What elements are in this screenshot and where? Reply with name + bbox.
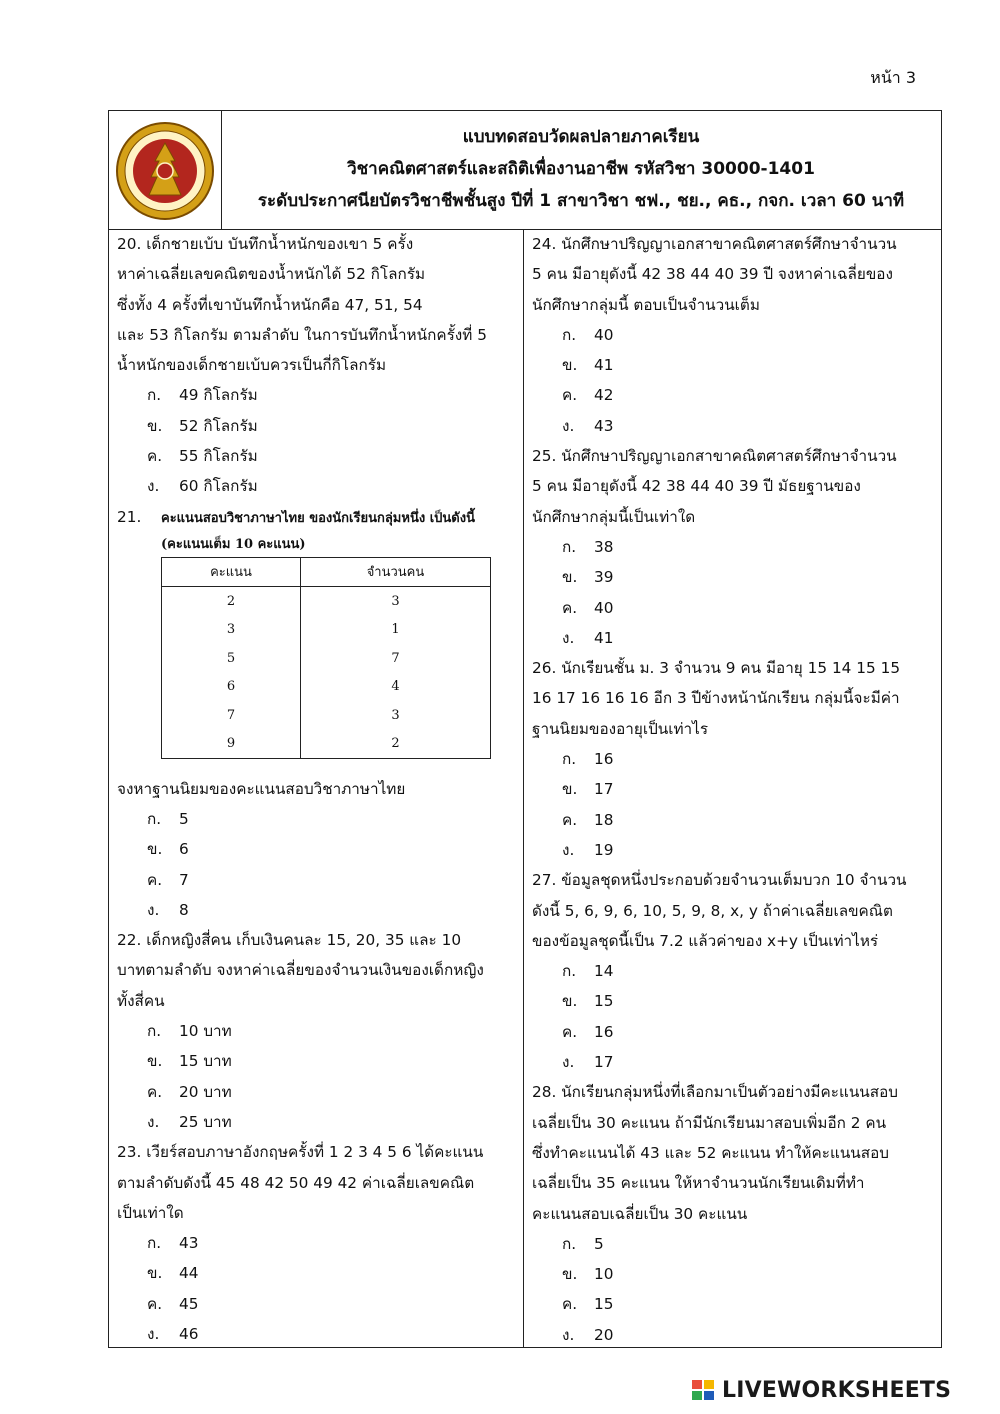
answer-option[interactable] xyxy=(524,1229,941,1259)
answer-option[interactable] xyxy=(524,623,941,653)
table-title-line: (คะแนนเต็ม 10 คะแนน) xyxy=(161,536,306,552)
answer-option[interactable] xyxy=(524,956,941,986)
question-25 xyxy=(524,441,941,653)
option-text: 45 xyxy=(179,1294,199,1313)
answer-option[interactable] xyxy=(524,380,941,410)
answer-option[interactable] xyxy=(109,411,523,441)
option-label: ง. xyxy=(147,477,160,496)
right-column xyxy=(524,229,941,1347)
answer-option[interactable] xyxy=(109,834,523,864)
score-table xyxy=(161,557,491,760)
question-line: ฐานนิยมของอายุเป็นเท่าไร xyxy=(532,719,709,738)
answer-option[interactable] xyxy=(524,1047,941,1077)
option-label: ข. xyxy=(562,356,578,375)
question-line: 5 คน มีอายุดังนี้ 42 38 44 40 39 ปี มัธยฐานของ xyxy=(532,477,861,496)
table-cell: 9 xyxy=(162,730,301,759)
option-text: 39 xyxy=(594,568,614,587)
answer-option[interactable] xyxy=(524,320,941,350)
answer-option[interactable] xyxy=(109,865,523,895)
option-label: ค. xyxy=(147,1294,163,1313)
option-text: 46 xyxy=(179,1325,199,1344)
option-text: 41 xyxy=(594,628,614,647)
left-column xyxy=(109,229,524,1347)
answer-option[interactable] xyxy=(524,1017,941,1047)
option-text: 19 xyxy=(594,840,614,859)
table-cell: 4 xyxy=(300,673,490,702)
answer-option[interactable] xyxy=(109,1107,523,1137)
question-line: คะแนนสอบเฉลี่ยเป็น 30 คะแนน xyxy=(532,1204,748,1223)
question-line: บาทตามลำดับ จงหาค่าเฉลี่ยของจำนวนเงินของเด็กหญิง xyxy=(117,961,484,980)
question-20 xyxy=(109,229,523,502)
answer-option[interactable] xyxy=(109,1228,523,1258)
question-24 xyxy=(524,229,941,441)
option-label: ง. xyxy=(147,1325,160,1344)
option-text: 40 xyxy=(594,598,614,617)
option-label: ง. xyxy=(562,1053,575,1072)
option-text: 43 xyxy=(179,1234,199,1253)
question-number: 21. xyxy=(117,507,142,526)
option-text: 10 xyxy=(594,1265,614,1284)
option-label: ง. xyxy=(562,840,575,859)
liveworksheets-wordmark: LIVEWORKSHEETS xyxy=(722,1378,952,1403)
option-text: 55 กิโลกรัม xyxy=(179,447,258,466)
table-title xyxy=(161,506,475,558)
answer-option[interactable] xyxy=(524,562,941,592)
score-table-block xyxy=(109,502,523,774)
answer-option[interactable] xyxy=(109,895,523,925)
question-26 xyxy=(524,653,941,865)
question-line: ดังนี้ 5, 6, 9, 6, 10, 5, 9, 8, x, y ถ้าค่าเฉลี่ยเลขคณิต xyxy=(532,901,893,920)
option-label: ก. xyxy=(147,1234,162,1253)
option-text: 49 กิโลกรัม xyxy=(179,386,258,405)
option-text: 17 xyxy=(594,780,614,799)
table-cell: 5 xyxy=(162,644,301,673)
answer-option[interactable] xyxy=(109,1289,523,1319)
option-label: ค. xyxy=(147,1082,163,1101)
option-text: 25 บาท xyxy=(179,1112,232,1131)
liveworksheets-icon xyxy=(692,1380,716,1400)
table-header-row xyxy=(162,557,491,587)
option-label: ข. xyxy=(147,840,163,859)
option-label: ค. xyxy=(562,1295,578,1314)
answer-option[interactable] xyxy=(109,1046,523,1076)
option-label: ก. xyxy=(562,537,577,556)
option-text: 52 กิโลกรัม xyxy=(179,416,258,435)
option-text: 16 xyxy=(594,1022,614,1041)
question-line: 22. เด็กหญิงสี่คน เก็บเงินคนละ 15, 20, 35 และ 10 xyxy=(117,931,462,950)
option-text: 41 xyxy=(594,356,614,375)
option-label: ก. xyxy=(562,750,577,769)
question-line: เฉลี่ยเป็น 35 คะแนน ให้หาจำนวนนักเรียนเดิมที่ทำ xyxy=(532,1174,865,1193)
question-line: และ 53 กิโลกรัม ตามลำดับ ในการบันทึกน้ำหนักครั้งที่ 5 xyxy=(117,325,487,344)
answer-option[interactable] xyxy=(524,986,941,1016)
question-line: จงหาฐานนิยมของคะแนนสอบวิชาภาษาไทย xyxy=(117,779,406,798)
header-level: ระดับประกาศนียบัตรวิชาชีพชั้นสูง ปีที่ 1 สาขาวิชา ชฟ., ชย., คธ., กจก. เวลา 60 นาที xyxy=(257,191,905,211)
exam-sheet xyxy=(108,110,942,1348)
question-line: หาค่าเฉลี่ยเลขคณิตของน้ำหนักได้ 52 กิโลกรัม xyxy=(117,265,426,284)
question-line: นักศึกษากลุ่มนี้เป็นเท่าใด xyxy=(532,507,696,526)
table-row xyxy=(162,616,491,645)
option-label: ข. xyxy=(562,568,578,587)
answer-option[interactable] xyxy=(524,1289,941,1319)
option-text: 15 xyxy=(594,992,614,1011)
header-text xyxy=(221,121,941,217)
option-text: 16 xyxy=(594,750,614,769)
answer-option[interactable] xyxy=(109,1077,523,1107)
table-cell: 3 xyxy=(162,616,301,645)
option-text: 6 xyxy=(179,840,189,859)
question-line: ซึ่งทำคะแนนได้ 43 และ 52 คะแนน ทำให้คะแนนสอบ xyxy=(532,1143,889,1162)
option-label: ก. xyxy=(562,962,577,981)
table-cell: 3 xyxy=(300,587,490,616)
option-label: ง. xyxy=(562,416,575,435)
question-line: 20. เด็กชายเบ้บ บันทึกน้ำหนักของเขา 5 ครั้ง xyxy=(117,235,414,253)
option-text: 42 xyxy=(594,386,614,405)
question-line: เป็นเท่าใด xyxy=(117,1203,184,1222)
question-23 xyxy=(109,1137,523,1347)
answer-option[interactable] xyxy=(524,350,941,380)
question-line: น้ำหนักของเด็กชายเบ้บควรเป็นกี่กิโลกรัม xyxy=(117,356,387,375)
table-row xyxy=(162,730,491,759)
answer-option[interactable] xyxy=(109,1258,523,1288)
question-line: เฉลี่ยเป็น 30 คะแนน ถ้ามีนักเรียนมาสอบเพิ่มอีก 2 คน xyxy=(532,1113,887,1132)
college-seal-icon xyxy=(115,121,215,221)
table-header: จำนวนคน xyxy=(300,557,490,587)
question-line: 16 17 16 16 16 อีก 3 ปีข้างหน้านักเรียน กลุ่มนี้จะมีค่า xyxy=(532,689,900,708)
answer-option[interactable] xyxy=(524,1259,941,1289)
question-line: ซึ่งทั้ง 4 ครั้งที่เขาบันทึกน้ำหนักคือ 47, 51, 54 xyxy=(117,295,423,314)
answer-option[interactable] xyxy=(109,380,523,410)
option-label: ค. xyxy=(147,870,163,889)
option-text: 5 xyxy=(179,809,189,828)
option-text: 5 xyxy=(594,1234,604,1253)
answer-option[interactable] xyxy=(524,411,941,441)
answer-option[interactable] xyxy=(109,1016,523,1046)
question-line: ของข้อมูลชุดนี้เป็น 7.2 แล้วค่าของ x+y เป็นเท่าไหร่ xyxy=(532,931,879,950)
question-line: นักศึกษากลุ่มนี้ ตอบเป็นจำนวนเต็ม xyxy=(532,295,760,314)
answer-option[interactable] xyxy=(524,1320,941,1347)
answer-option[interactable] xyxy=(524,774,941,804)
option-text: 44 xyxy=(179,1264,199,1283)
table-row xyxy=(162,673,491,702)
option-text: 17 xyxy=(594,1053,614,1072)
answer-option[interactable] xyxy=(109,471,523,501)
option-label: ข. xyxy=(147,1264,163,1283)
table-row xyxy=(162,701,491,730)
answer-option[interactable] xyxy=(524,835,941,865)
option-label: ค. xyxy=(562,1022,578,1041)
question-line: 27. ข้อมูลชุดหนึ่งประกอบด้วยจำนวนเต็มบวก 10 จำนวน xyxy=(532,871,907,890)
option-text: 43 xyxy=(594,416,614,435)
question-22 xyxy=(109,925,523,1137)
page-number: หน้า 3 xyxy=(870,68,916,87)
answer-option[interactable] xyxy=(524,593,941,623)
table-title-line: คะแนนสอบวิชาภาษาไทย ของนักเรียนกลุ่มหนึ่ง เป็นดังนี้ xyxy=(161,510,475,526)
option-label: ค. xyxy=(562,386,578,405)
question-line: 28. นักเรียนกลุ่มหนึ่งที่เลือกมาเป็นตัวอย่างมีคะแนนสอบ xyxy=(532,1083,898,1102)
option-text: 8 xyxy=(179,900,189,919)
table-cell: 1 xyxy=(300,616,490,645)
exam-header xyxy=(109,111,941,230)
liveworksheets-logo[interactable] xyxy=(692,1378,992,1402)
option-label: ง. xyxy=(562,628,575,647)
header-subject: วิชาคณิตศาสตร์และสถิติเพื่องานอาชีพ รหัสวิชา 30000-1401 xyxy=(347,159,815,179)
question-line: ตามลำดับดังนี้ 45 48 42 50 49 42 ค่าเฉลี่ยเลขคณิต xyxy=(117,1173,475,1192)
table-cell: 7 xyxy=(162,701,301,730)
option-label: ก. xyxy=(562,1234,577,1253)
option-text: 7 xyxy=(179,870,189,889)
question-line: ทั้งสี่คน xyxy=(117,991,165,1010)
answer-option[interactable] xyxy=(524,532,941,562)
table-row xyxy=(162,644,491,673)
table-cell: 2 xyxy=(162,587,301,616)
option-text: 14 xyxy=(594,962,614,981)
answer-option[interactable] xyxy=(109,1319,523,1347)
answer-option[interactable] xyxy=(109,441,523,471)
option-label: ง. xyxy=(562,1325,575,1344)
option-text: 10 บาท xyxy=(179,1022,232,1041)
table-cell: 7 xyxy=(300,644,490,673)
option-text: 60 กิโลกรัม xyxy=(179,477,258,496)
option-label: ค. xyxy=(562,598,578,617)
question-line: 23. เวียร์สอบภาษาอังกฤษครั้งที่ 1 2 3 4 5 6 ได้คะแนน xyxy=(117,1143,484,1162)
question-line: 25. นักศึกษาปริญญาเอกสาขาคณิตศาสตร์ศึกษาจำนวน xyxy=(532,447,897,466)
question-line: 24. นักศึกษาปริญญาเอกสาขาคณิตศาสตร์ศึกษาจำนวน xyxy=(532,235,897,253)
option-text: 18 xyxy=(594,810,614,829)
table-cell: 6 xyxy=(162,673,301,702)
option-label: ค. xyxy=(562,810,578,829)
option-label: ข. xyxy=(562,992,578,1011)
option-label: ก. xyxy=(147,1022,162,1041)
option-text: 38 xyxy=(594,537,614,556)
option-label: ง. xyxy=(147,1112,160,1131)
question-27 xyxy=(524,865,941,1077)
option-label: ข. xyxy=(562,1265,578,1284)
option-text: 20 บาท xyxy=(179,1082,232,1101)
option-text: 15 xyxy=(594,1295,614,1314)
option-label: ข. xyxy=(147,1052,163,1071)
table-row xyxy=(162,587,491,616)
question-line: 26. นักเรียนชั้น ม. 3 จำนวน 9 คน มีอายุ 15 14 15 15 xyxy=(532,659,901,678)
answer-option[interactable] xyxy=(524,805,941,835)
option-text: 15 บาท xyxy=(179,1052,232,1071)
table-cell: 2 xyxy=(300,730,490,759)
table-header: คะแนน xyxy=(162,557,301,587)
option-label: ค. xyxy=(147,447,163,466)
option-label: ง. xyxy=(147,900,160,919)
question-line: 5 คน มีอายุดังนี้ 42 38 44 40 39 ปี จงหาค่าเฉลี่ยของ xyxy=(532,265,893,284)
table-cell: 3 xyxy=(300,701,490,730)
option-text: 40 xyxy=(594,325,614,344)
option-label: ก. xyxy=(147,386,162,405)
option-label: ก. xyxy=(147,809,162,828)
logo-cell xyxy=(109,111,222,229)
question-21 xyxy=(109,502,523,925)
answer-option[interactable] xyxy=(524,744,941,774)
question-28 xyxy=(524,1077,941,1347)
answer-option[interactable] xyxy=(109,804,523,834)
option-label: ก. xyxy=(562,325,577,344)
option-text: 20 xyxy=(594,1325,614,1344)
option-label: ข. xyxy=(147,416,163,435)
header-title: แบบทดสอบวัดผลปลายภาคเรียน xyxy=(462,127,700,147)
option-label: ข. xyxy=(562,780,578,799)
